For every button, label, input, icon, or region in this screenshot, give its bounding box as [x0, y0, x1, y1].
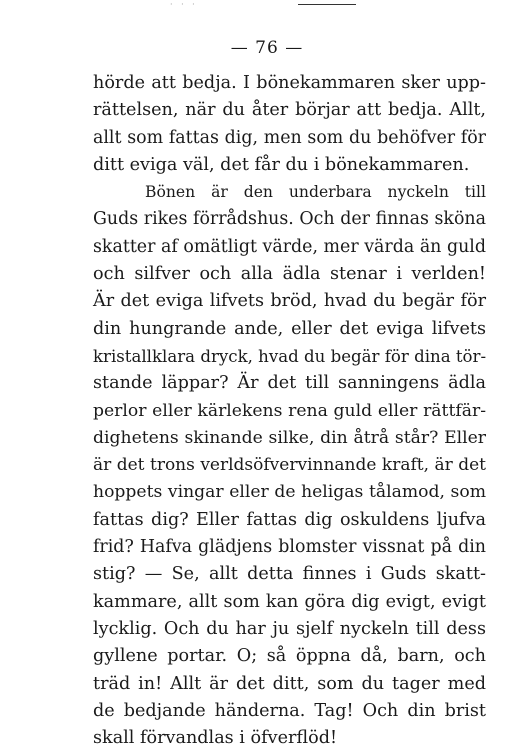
text-line: skatter af omätligt värde, mer värda än guld [93, 236, 486, 257]
text-line: träd in! Allt är det ditt, som du tager med [93, 673, 486, 694]
text-line: rättelsen, när du åter börjar att bedja. Allt, [93, 100, 486, 121]
paragraph-start-line: Bönen är den underbara nyckeln till [145, 183, 486, 202]
text-line: lycklig. Och du har ju sjelf nyckeln till dess [93, 618, 486, 639]
text-line: fattas dig? Eller fattas dig oskuldens ljufva [93, 509, 486, 530]
header-rule [298, 4, 356, 5]
text-line: hoppets vingar eller de heligas tålamod, som [93, 482, 486, 503]
page-number: — 76 — [230, 38, 304, 58]
text-line: gyllene portar. O; så öppna då, barn, och [93, 646, 486, 667]
text-line: de bedjande händerna. Tag! Och din brist [93, 700, 486, 721]
text-line: dighetens skinande silke, din åtrå står? Eller [93, 427, 486, 448]
text-line: är det trons verldsöfvervinnande kraft, är det [93, 455, 486, 476]
text-line: hörde att bedja. I bönekammaren sker upp- [93, 73, 486, 93]
text-line: perlor eller kärlekens rena guld eller rättfär- [93, 400, 486, 421]
text-line: kristallklara dryck, hvad du begär för dina tör- [93, 346, 487, 366]
text-line: frid? Hafva glädjens blomster vissnat på din [93, 537, 486, 558]
text-line: kammare, allt som kan göra dig evigt, evigt [93, 591, 486, 612]
text-line: stig? — Se, allt detta finnes i Guds skatt- [93, 564, 486, 585]
text-line: Guds rikes förrådshus. Och der finnas sköna [93, 209, 486, 230]
text-line: stande läppar? Är det till sanningens ädla [93, 373, 486, 394]
text-line: ditt eviga väl, det får du i bönekammaren. [93, 154, 470, 175]
print-specks: · · · [170, 0, 198, 9]
text-line: Är det eviga lifvets bröd, hvad du begär för [93, 291, 486, 312]
body-text [93, 70, 486, 752]
text-line: din hungrande ande, eller det eviga lifvets [93, 318, 486, 339]
text-line: allt som fattas dig, men som du behöfver för [93, 127, 486, 148]
text-line: skall förvandlas i öfverflöd! [93, 728, 338, 749]
text-line: och silfver och alla ädla stenar i verlden! [93, 264, 486, 285]
